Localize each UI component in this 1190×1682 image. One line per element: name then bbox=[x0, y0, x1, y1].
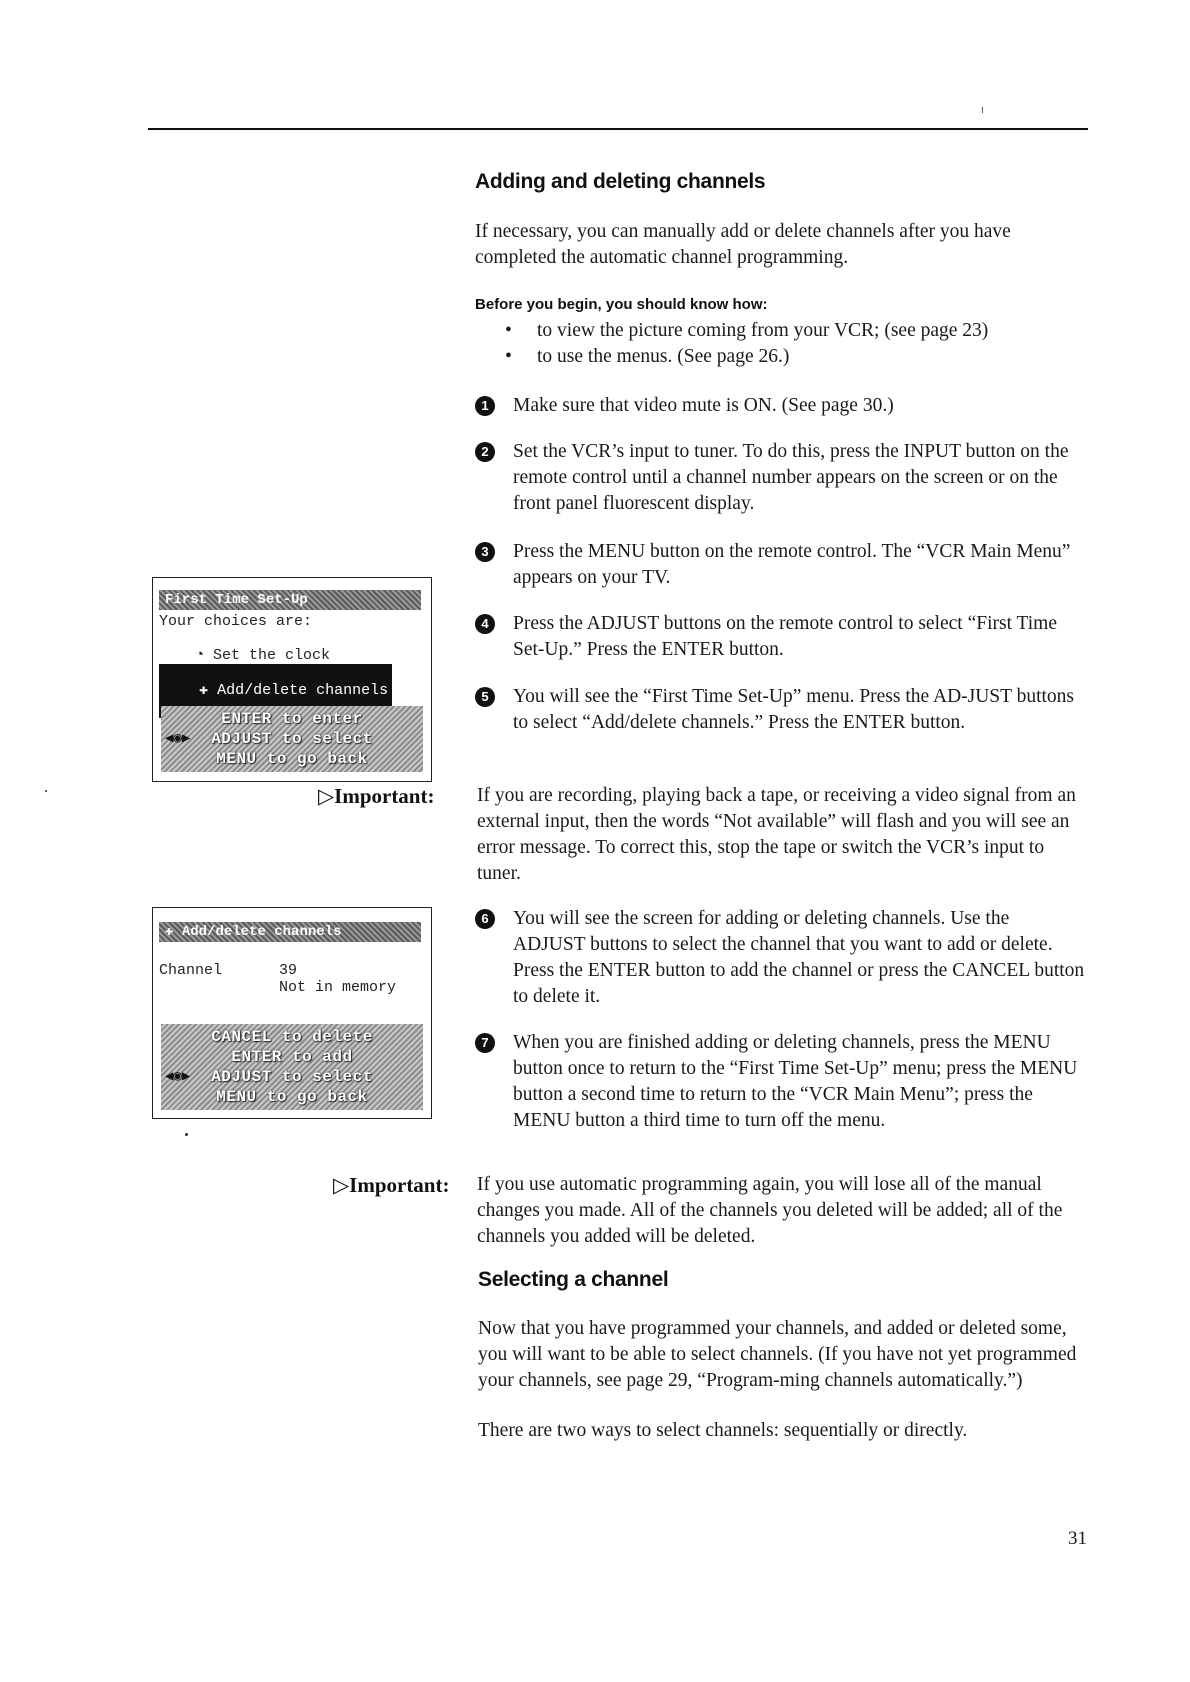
remote-icon: ◀◉▶ bbox=[165, 731, 191, 747]
menu-item-add-delete-selected: ✚ Add/delete channels bbox=[159, 664, 392, 718]
channel-status: Not in memory bbox=[279, 979, 397, 996]
section-heading-adding: Adding and deleting channels bbox=[475, 170, 766, 193]
screen-hint-box bbox=[161, 1024, 423, 1110]
before-label: Before you begin, you should know how: bbox=[475, 296, 768, 313]
hint-adjust: ADJUST to select bbox=[211, 730, 373, 748]
step-number-6: 6 bbox=[475, 909, 495, 929]
channel-value: 39 bbox=[279, 962, 298, 979]
scan-speck bbox=[45, 790, 47, 792]
screen-hint-box bbox=[161, 706, 423, 772]
add-delete-icon: ✚ bbox=[165, 924, 182, 940]
step-number-1: 1 bbox=[475, 396, 495, 416]
screen-title: First Time Set-Up bbox=[159, 590, 421, 610]
selecting-ways-paragraph: There are two ways to select channels: sequentially or directly. bbox=[478, 1420, 968, 1441]
step-text-1: Make sure that video mute is ON. (See page 30.) bbox=[513, 395, 894, 416]
step-text-2: Set the VCR’s input to tuner. To do this, press the INPUT button on the remote control until a channel number appears on the screen or on the front panel fluorescent display. bbox=[513, 441, 1069, 514]
step-number-5: 5 bbox=[475, 687, 495, 707]
clock-icon: ◔ bbox=[195, 647, 214, 664]
hint-enter: ENTER to add bbox=[231, 1048, 353, 1066]
top-rule bbox=[148, 128, 1088, 130]
step-text-3: Press the MENU button on the remote control. The “VCR Main Menu” appears on your TV. bbox=[513, 541, 1071, 588]
hint-menu: MENU to go back bbox=[216, 750, 368, 768]
important-label-1: ▷Important: bbox=[318, 784, 435, 808]
important-label-2: ▷Important: bbox=[333, 1173, 450, 1197]
hint-menu: MENU to go back bbox=[216, 1088, 368, 1106]
step-number-2: 2 bbox=[475, 442, 495, 462]
prerequisite-list bbox=[505, 318, 1085, 370]
hint-cancel: CANCEL to delete bbox=[211, 1028, 373, 1046]
important-text-1: If you are recording, playing back a tape, or receiving a video signal from an external input, then the words “Not available” will flash and you will see an error message. To correct this, stop the tape or switch the VCR’s input to tuner. bbox=[477, 785, 1076, 884]
step-number-7: 7 bbox=[475, 1033, 495, 1053]
hint-adjust: ADJUST to select bbox=[211, 1068, 373, 1086]
scan-speck bbox=[185, 1133, 188, 1136]
list-item: • to use the menus. (See page 26.) bbox=[505, 344, 1085, 370]
list-item: • to view the picture coming from your VCR; (see page 23) bbox=[505, 318, 1085, 344]
selecting-paragraph: Now that you have programmed your channels, and added or deleted some, you will want to be able to select channels. (If you have not yet programmed your channels, see page 29, “Program-ming channels automatically.”) bbox=[478, 1318, 1077, 1391]
screen-title: ✚ Add/delete channels bbox=[159, 922, 421, 942]
screen-add-delete-channels bbox=[152, 907, 432, 1119]
scan-mark bbox=[982, 107, 983, 113]
step-text-5: You will see the “First Time Set-Up” menu. Press the AD-JUST buttons to select “Add/delete channels.” Press the ENTER button. bbox=[513, 686, 1075, 733]
step-number-3: 3 bbox=[475, 542, 495, 562]
important-text-2: If you use automatic programming again, you will lose all of the manual changes you made. All of the channels you deleted will be added; all of the channels you added will be deleted. bbox=[477, 1174, 1063, 1247]
step-text-7: When you are finished adding or deleting channels, press the MENU button once to return to the “First Time Set-Up” menu; press the MENU button a second time to return to the “VCR Main Menu”; press the MENU button a third time to turn off the menu. bbox=[513, 1032, 1078, 1131]
screen-first-time-setup bbox=[152, 577, 432, 782]
step-text-6: You will see the screen for adding or deleting channels. Use the ADJUST buttons to select the channel that you want to add or delete. Press the ENTER button to add the channel or press the CANCEL button to delete it. bbox=[513, 908, 1085, 1007]
page-number: 31 bbox=[1068, 1528, 1087, 1549]
section-heading-selecting: Selecting a channel bbox=[478, 1268, 669, 1291]
screen-prompt: Your choices are: bbox=[159, 613, 313, 630]
menu-item-set-clock: ◔ Set the clock bbox=[195, 647, 331, 664]
hint-enter: ENTER to enter bbox=[221, 710, 363, 728]
step-number-4: 4 bbox=[475, 614, 495, 634]
add-delete-icon: ✚ bbox=[199, 682, 218, 699]
step-text-4: Press the ADJUST buttons on the remote control to select “First Time Set-Up.” Press the ENTER button. bbox=[513, 613, 1057, 660]
intro-paragraph: If necessary, you can manually add or delete channels after you have completed the automatic channel programming. bbox=[475, 221, 1011, 268]
remote-icon: ◀◉▶ bbox=[165, 1069, 191, 1085]
channel-label: Channel bbox=[159, 962, 223, 979]
